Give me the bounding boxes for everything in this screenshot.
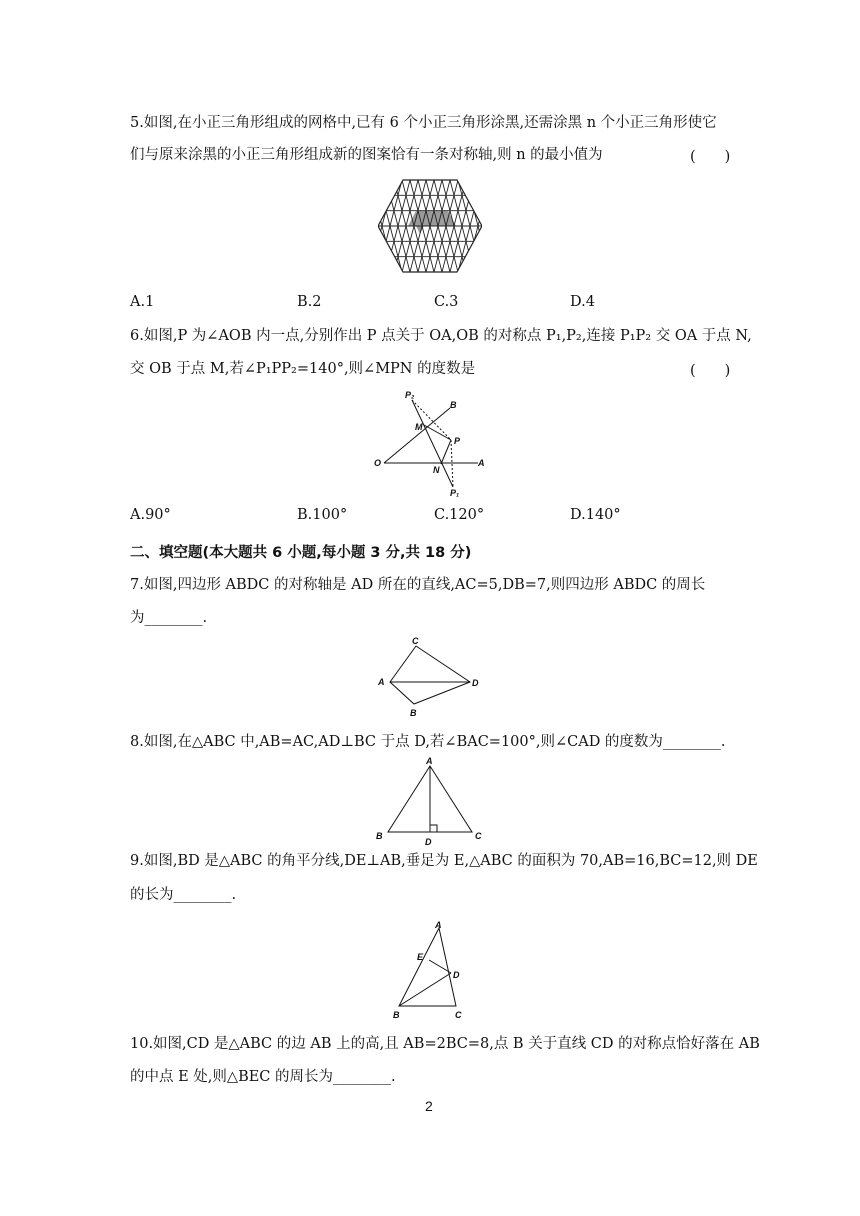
label-n: N <box>433 465 440 475</box>
label-a: A <box>478 458 485 468</box>
label-b: B <box>376 831 383 841</box>
q6-option-a: A.90° <box>130 507 171 523</box>
q10-text-line2: 的中点 E 处,则△BEC 的周长为________. <box>130 1069 396 1085</box>
q6-option-b: B.100° <box>297 507 348 523</box>
q6-option-d: D.140° <box>570 507 621 523</box>
label-d: D <box>453 970 460 980</box>
label-e: E <box>417 952 424 962</box>
label-b: B <box>450 400 457 410</box>
q5-option-d: D.4 <box>570 294 595 310</box>
label-a: A <box>378 677 385 687</box>
label-p1: P₁ <box>450 488 460 498</box>
q7-kite-figure <box>372 634 488 722</box>
q7-text-line1: 7.如图,四边形 ABDC 的对称轴是 AD 所在的直线,AC=5,DB=7,则四边形 ABDC 的周长 <box>130 577 706 593</box>
label-p2: P₂ <box>405 390 415 400</box>
grid-line <box>378 180 394 274</box>
q8-isosceles-figure <box>370 756 494 848</box>
label-d: D <box>425 837 432 847</box>
label-m: M <box>415 422 423 432</box>
label-d: D <box>472 678 479 688</box>
label-a: A <box>426 756 433 766</box>
label-a: A <box>435 920 442 930</box>
q10-text-line1: 10.如图,CD 是△ABC 的边 AB 上的高,且 AB=2BC=8,点 B 关于直线 CD 的对称点恰好落在 AB <box>130 1036 760 1052</box>
q5-text-line2: 们与原来涂黑的小正三角形组成新的图案恰有一条对称轴,则 n 的最小值为 <box>130 147 603 163</box>
q5-answer-paren: ( ) <box>690 149 731 165</box>
grid-line <box>466 180 482 274</box>
q5-option-b: B.2 <box>297 294 322 310</box>
q6-angle-figure <box>370 386 490 500</box>
q5-text-line1: 5.如图,在小正三角形组成的网格中,已有 6 个小正三角形涂黑,还需涂黑 n 个小正三角形使它 <box>130 115 717 131</box>
q8-text-line1: 8.如图,在△ABC 中,AB=AC,AD⊥BC 于点 D,若∠BAC=100°,则∠CAD 的度数为________. <box>130 734 726 750</box>
label-b: B <box>410 708 417 718</box>
label-c: C <box>475 831 482 841</box>
label-b: B <box>393 1010 400 1020</box>
q9-text-line1: 9.如图,BD 是△ABC 的角平分线,DE⊥AB,垂足为 E,△ABC 的面积为 70,AB=16,BC=12,则 DE <box>130 853 758 869</box>
label-o: O <box>374 458 382 468</box>
q6-text-line2: 交 OB 于点 M,若∠P₁PP₂=140°,则∠MPN 的度数是 <box>130 361 476 377</box>
q5-hexagon-grid-figure <box>378 178 482 274</box>
q5-option-c: C.3 <box>434 294 459 310</box>
label-p: P <box>454 436 461 446</box>
q5-option-a: A.1 <box>130 294 155 310</box>
label-c: C <box>412 636 419 646</box>
q6-answer-paren: ( ) <box>690 363 731 379</box>
section-heading: 二、填空题(本大题共 6 小题,每小题 3 分,共 18 分) <box>130 545 472 561</box>
q7-text-line2: 为________. <box>130 610 208 626</box>
q6-text-line1: 6.如图,P 为∠AOB 内一点,分别作出 P 点关于 OA,OB 的对称点 P₁,P₂,连接 P₁P₂ 交 OA 于点 N, <box>130 328 752 344</box>
grid-line <box>378 180 395 274</box>
q9-text-line2: 的长为________. <box>130 887 237 903</box>
q9-triangle-figure <box>385 918 475 1022</box>
page-number: 2 <box>425 1098 433 1114</box>
q6-option-c: C.120° <box>434 507 485 523</box>
grid-line <box>465 180 482 274</box>
label-c: C <box>455 1010 462 1020</box>
